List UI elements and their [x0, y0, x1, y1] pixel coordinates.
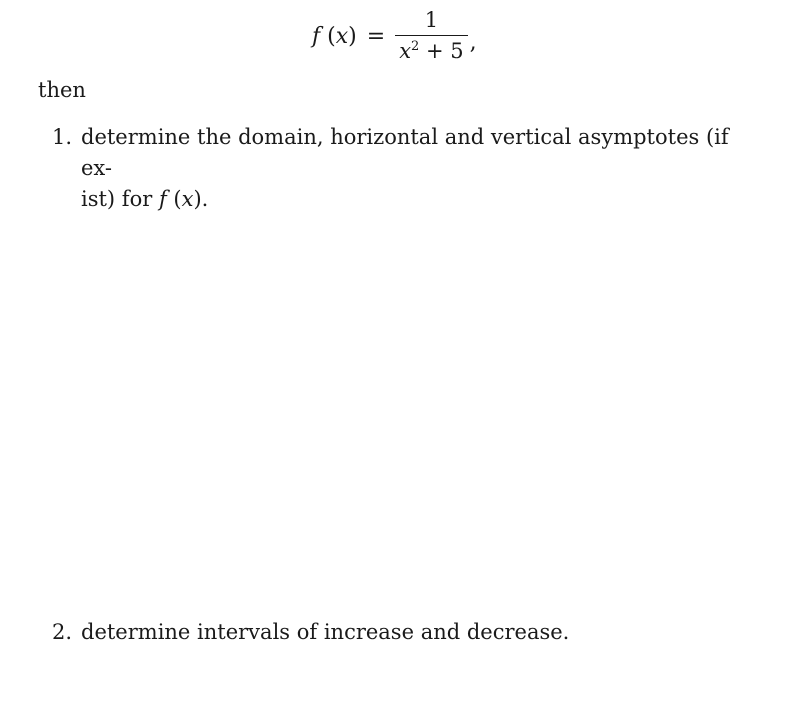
- question-2-number: 2.: [52, 620, 73, 644]
- equals-sign: =: [366, 23, 386, 49]
- question-1-text: determine the domain, horizontal and vertical asymptotes (if ex-: [81, 125, 729, 180]
- question-1-close: ).: [193, 187, 209, 211]
- fraction-numerator: 1: [424, 7, 439, 32]
- question-2-text: determine intervals of increase and decrease.: [81, 620, 570, 644]
- question-1-open-paren: (: [166, 187, 182, 211]
- fraction-denominator: [395, 36, 467, 62]
- denominator-variable: x: [399, 39, 412, 64]
- question-2-line-1: [52, 617, 752, 648]
- equation-lhs: [312, 24, 357, 49]
- fraction: [395, 7, 467, 64]
- lhs-close-paren: ): [348, 23, 357, 49]
- function-equation: [312, 6, 477, 66]
- denominator-constant: + 5: [419, 39, 464, 64]
- question-1-number: 1.: [52, 125, 73, 149]
- equation-comma: ,: [469, 29, 477, 55]
- question-2: [52, 617, 752, 648]
- question-1-line-2: [52, 184, 752, 215]
- question-1-line-1: [52, 122, 752, 184]
- question-1-continuation: [81, 184, 752, 215]
- intro-text: then: [38, 78, 86, 102]
- question-1: [52, 122, 752, 215]
- lhs-open-paren: (: [320, 23, 336, 49]
- question-1-variable: x: [181, 187, 194, 211]
- function-variable: x: [335, 23, 349, 49]
- question-1-prefix: ist) for: [81, 187, 159, 211]
- function-name: f: [312, 23, 321, 49]
- question-1-function-name: f: [158, 187, 167, 211]
- denominator-exponent: 2: [411, 39, 420, 55]
